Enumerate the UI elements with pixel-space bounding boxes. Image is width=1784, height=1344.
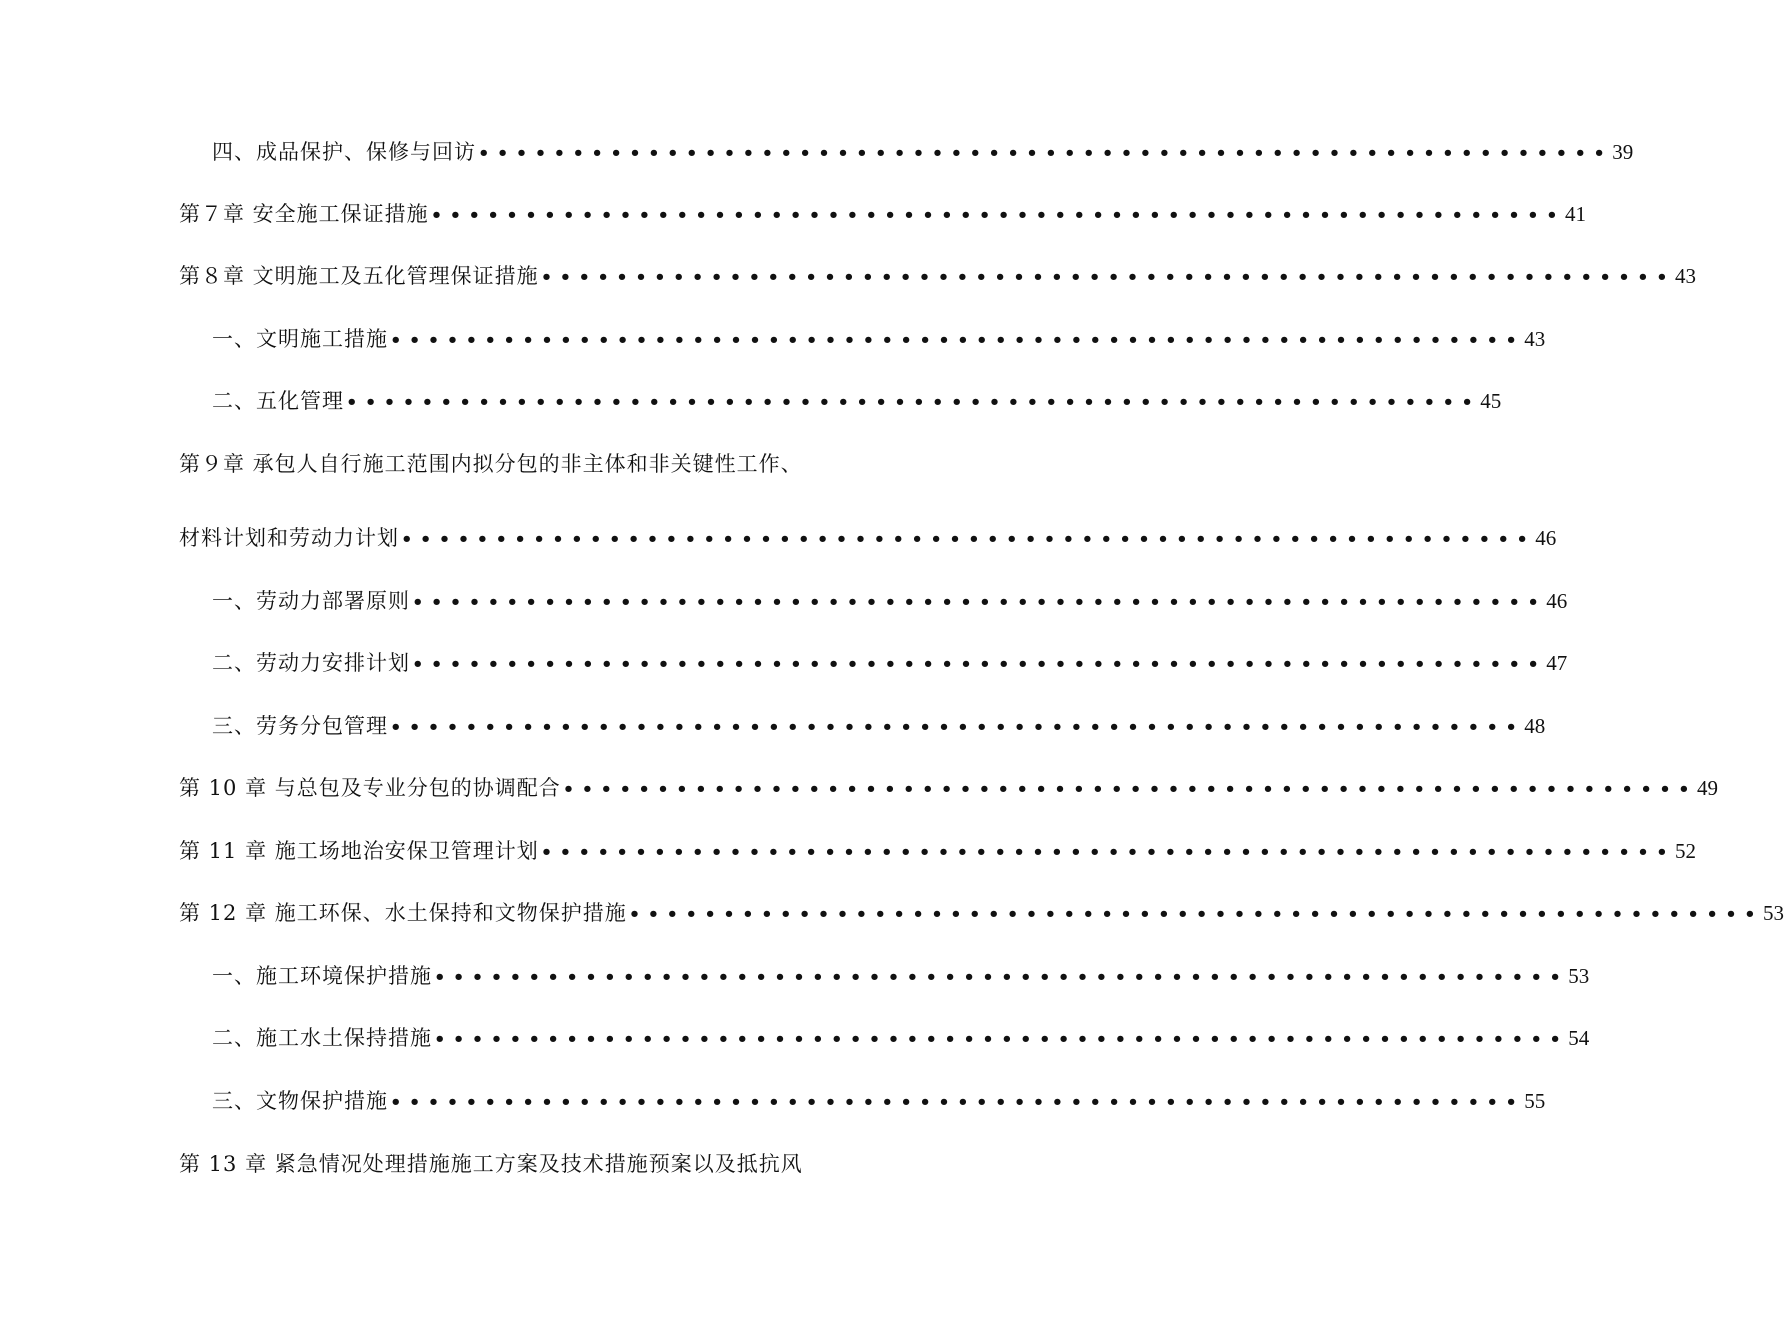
toc-entry-page: 49 bbox=[1697, 776, 1719, 800]
toc-entry-page: 45 bbox=[1480, 389, 1502, 413]
toc-entry-title: 三、劳务分包管理 bbox=[212, 714, 388, 738]
toc-entry-title: 第８章 文明施工及五化管理保证措施 bbox=[179, 264, 539, 288]
toc-entry-title-wrap[interactable]: 第 13 章 紧急情况处理措施施工方案及技术措施预案以及抵抗风 bbox=[179, 1152, 803, 1176]
toc-entry[interactable] bbox=[179, 199, 1586, 229]
toc-entry-title: 一、劳动力部署原则 bbox=[212, 589, 410, 613]
toc-entry[interactable] bbox=[212, 648, 1568, 678]
toc-entry-title: 四、成品保护、保修与回访 bbox=[212, 140, 476, 164]
toc-leader-dots: •••••••••••••••••••••••••••••••••••••••••••••••••••••••••••• bbox=[401, 529, 1536, 550]
toc-leader-dots: •••••••••••••••••••••••••••••••••••••••••••••••••••••••••••• bbox=[412, 654, 1547, 675]
toc-entry-page: 46 bbox=[1535, 526, 1557, 550]
toc-entry-page: 47 bbox=[1546, 651, 1568, 675]
toc-entry-page: 43 bbox=[1524, 327, 1546, 351]
toc-entry-page: 52 bbox=[1675, 839, 1697, 863]
toc-entry-title-wrap[interactable]: 第９章 承包人自行施工范围内拟分包的非主体和非关键性工作、 bbox=[179, 452, 803, 476]
toc-entry-title: 材料计划和劳动力计划 bbox=[179, 526, 399, 550]
toc-entry-title: 第 10 章 与总包及专业分包的协调配合 bbox=[179, 776, 561, 800]
toc-entry[interactable] bbox=[212, 586, 1568, 616]
toc-entry-page: 46 bbox=[1546, 589, 1568, 613]
toc-entry-title: 三、文物保护措施 bbox=[212, 1089, 388, 1113]
toc-entry[interactable] bbox=[179, 836, 1697, 866]
toc-leader-dots: •••••••••••••••••••••••••••••••••••••••••••••••••••••••••••• bbox=[390, 717, 1525, 738]
toc-entry-page: 48 bbox=[1524, 714, 1546, 738]
toc-entry-title: 二、施工水土保持措施 bbox=[212, 1026, 432, 1050]
toc-entry[interactable] bbox=[179, 523, 1557, 553]
toc-entry-page: 54 bbox=[1568, 1026, 1590, 1050]
toc-leader-dots: •••••••••••••••••••••••••••••••••••••••••••••••••••••••••••• bbox=[540, 267, 1675, 288]
toc-entry-page: 53 bbox=[1763, 901, 1784, 925]
toc-entry[interactable] bbox=[212, 386, 1502, 416]
toc-entry[interactable] bbox=[179, 898, 1784, 928]
toc-leader-dots: •••••••••••••••••••••••••••••••••••••••••••••••••••••••••••• bbox=[412, 592, 1547, 613]
toc-leader-dots: •••••••••••••••••••••••••••••••••••••••••••••••••••••••••••• bbox=[346, 392, 1481, 413]
toc-entry[interactable] bbox=[179, 773, 1719, 803]
toc-entry-page: 53 bbox=[1568, 964, 1590, 988]
toc-entry-title: 第 11 章 施工场地治安保卫管理计划 bbox=[179, 839, 539, 863]
toc-entry[interactable] bbox=[179, 261, 1696, 291]
toc-entry-title: 一、施工环境保护措施 bbox=[212, 964, 432, 988]
toc-entry-title: 二、五化管理 bbox=[212, 389, 344, 413]
toc-leader-dots: •••••••••••••••••••••••••••••••••••••••••••••••••••••••••••• bbox=[430, 205, 1565, 226]
toc-entry-page: 55 bbox=[1524, 1089, 1546, 1113]
toc-leader-dots: •••••••••••••••••••••••••••••••••••••••••••••••••••••••••••• bbox=[628, 904, 1764, 925]
toc-leader-dots: •••••••••••••••••••••••••••••••••••••••••••••••••••••••••••• bbox=[478, 143, 1613, 164]
toc-entry[interactable] bbox=[212, 324, 1546, 354]
toc-entry[interactable] bbox=[212, 961, 1590, 991]
toc-entry-page: 43 bbox=[1674, 264, 1696, 288]
toc-entry-title: 二、劳动力安排计划 bbox=[212, 651, 410, 675]
toc-entry-title: 第 12 章 施工环保、水土保持和文物保护措施 bbox=[179, 901, 627, 925]
toc-entry-page: 41 bbox=[1564, 202, 1586, 226]
toc-entry-title: 一、文明施工措施 bbox=[212, 327, 388, 351]
toc-leader-dots: •••••••••••••••••••••••••••••••••••••••••••••••••••••••••••• bbox=[434, 967, 1569, 988]
toc-leader-dots: •••••••••••••••••••••••••••••••••••••••••••••••••••••••••••• bbox=[540, 842, 1676, 863]
toc-entry-page: 39 bbox=[1612, 140, 1634, 164]
toc-leader-dots: •••••••••••••••••••••••••••••••••••••••••••••••••••••••••••• bbox=[434, 1029, 1569, 1050]
toc-leader-dots: •••••••••••••••••••••••••••••••••••••••••••••••••••••••••••• bbox=[390, 330, 1525, 351]
toc-leader-dots: •••••••••••••••••••••••••••••••••••••••••••••••••••••••••••• bbox=[562, 779, 1698, 800]
toc-entry-title: 第７章 安全施工保证措施 bbox=[179, 202, 429, 226]
toc-leader-dots: •••••••••••••••••••••••••••••••••••••••••••••••••••••••••••• bbox=[390, 1092, 1525, 1113]
toc-entry[interactable] bbox=[212, 711, 1546, 741]
toc-entry[interactable] bbox=[212, 1023, 1590, 1053]
toc-entry[interactable] bbox=[212, 137, 1634, 167]
toc-entry[interactable] bbox=[212, 1086, 1546, 1116]
